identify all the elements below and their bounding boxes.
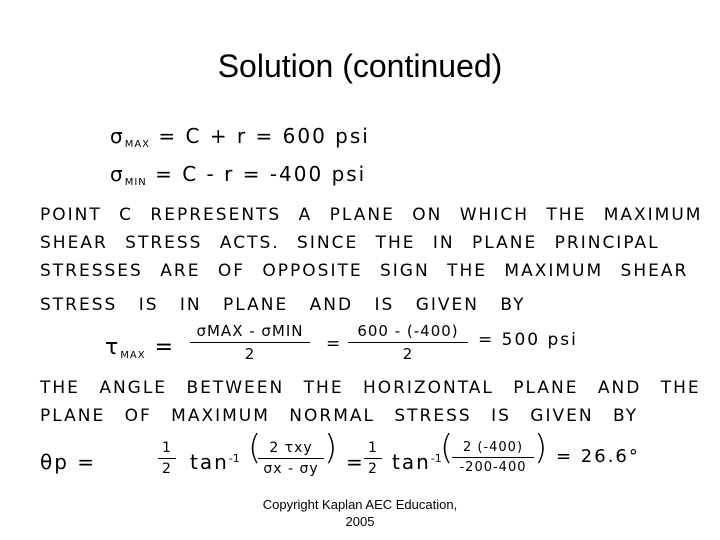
theta-fraction-1-numerator: 2 τxy	[258, 440, 324, 459]
paragraph1-line4: STRESS IS IN PLANE AND IS GIVEN BY	[40, 295, 526, 315]
theta-p-result: = 26.6°	[556, 446, 640, 467]
half-fraction-2-denominator: 2	[368, 461, 378, 477]
theta-p-lhs: θp =	[40, 450, 97, 474]
half-fraction-2-numerator: 1	[364, 440, 382, 459]
tau-symbol: τ	[105, 335, 121, 360]
inverse-exponent: -1	[430, 452, 442, 465]
right-parenthesis: )	[324, 428, 338, 468]
paragraph1-line1: POINT C REPRESENTS A PLANE ON WHICH THE MAXIMUM	[40, 205, 703, 225]
paragraph2-line1: THE ANGLE BETWEEN THE HORIZONTAL PLANE AND THE	[40, 378, 701, 398]
left-parenthesis: (	[248, 428, 262, 468]
tau-fraction-1-numerator: σMAX - σMIN	[190, 322, 310, 343]
paragraph1-line3: STRESSES ARE OF OPPOSITE SIGN THE MAXIMUM SHEAR	[40, 261, 689, 281]
sigma-max-subscript: MAX	[124, 139, 151, 150]
copyright-line1: Copyright Kaplan AEC Education,	[262, 497, 458, 512]
half-fraction-1-numerator: 1	[158, 440, 176, 459]
half-fraction-2	[364, 440, 382, 477]
theta-fraction-2-denominator: -200-400	[459, 460, 527, 475]
theta-fraction-2-numerator: 2 (-400)	[452, 440, 534, 458]
sigma-max-value: = C + r = 600 psi	[158, 124, 370, 148]
tau-fraction-1-denominator: 2	[244, 345, 256, 363]
copyright-line2: 2005	[345, 514, 375, 529]
sigma-symbol: σ	[110, 162, 125, 186]
theta-fraction-2	[452, 440, 534, 475]
equals-sign: =	[154, 335, 176, 360]
tau-max-lhs	[105, 335, 175, 361]
sigma-min-subscript: MIN	[124, 177, 147, 188]
equals-sign: =	[346, 450, 365, 474]
paragraph2-line2: PLANE OF MAXIMUM NORMAL STRESS IS GIVEN BY	[40, 406, 639, 426]
paragraph1-line2: SHEAR STRESS ACTS. SINCE THE IN PLANE PRINCIPAL	[40, 233, 660, 253]
right-parenthesis: )	[534, 428, 548, 468]
tau-fraction-2-numerator: 600 - (-400)	[348, 322, 468, 343]
tau-fraction-2	[348, 322, 468, 363]
sigma-min-value: = C - r = -400 psi	[155, 162, 367, 186]
sigma-symbol: σ	[110, 124, 125, 148]
inverse-exponent: -1	[228, 452, 240, 465]
left-parenthesis: (	[440, 428, 454, 468]
half-fraction-1	[158, 440, 176, 477]
tan-inverse-1	[190, 450, 240, 474]
theta-fraction-1	[258, 440, 324, 477]
tau-max-result: = 500 psi	[478, 330, 578, 350]
tan-label: tan	[190, 450, 229, 474]
tau-max-subscript: MAX	[120, 350, 146, 361]
copyright-footer	[0, 496, 720, 530]
half-fraction-1-denominator: 2	[162, 461, 172, 477]
equals-sign: =	[326, 334, 343, 354]
sigma-min-equation	[110, 162, 366, 188]
tan-label: tan	[392, 450, 431, 474]
tau-fraction-1	[190, 322, 310, 363]
slide-title: Solution (continued)	[217, 48, 503, 84]
tan-inverse-2	[392, 450, 442, 474]
sigma-max-equation	[110, 124, 370, 150]
theta-fraction-1-denominator: σx - σy	[263, 461, 319, 477]
tau-fraction-2-denominator: 2	[402, 345, 414, 363]
